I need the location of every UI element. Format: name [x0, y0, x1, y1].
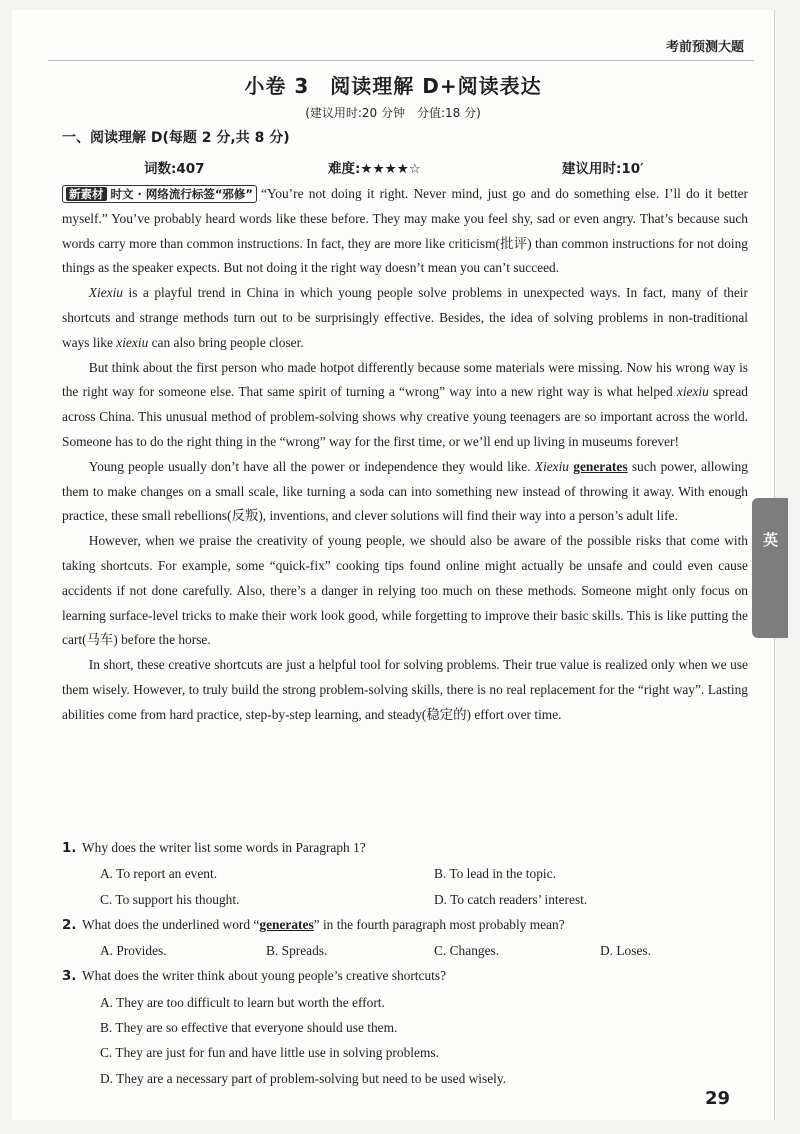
question-number: 3.	[62, 969, 77, 985]
question-stem-b: ” in the fourth paragraph most probably mean?	[313, 916, 565, 932]
term-xiexiu: Xiexiu	[88, 285, 123, 301]
question-1	[62, 835, 752, 861]
paragraph-6: In short, these creative shortcuts are just a helpful tool for solving problems. Their true value is realized only when we use them wisely. However, to truly build the strong problem-solving skills, there is no real replacement for the “right way”. Lasting abilities come from hard practice, step-by-step learning, and steady(稳定的) effort over time.	[62, 657, 748, 722]
paragraph-2	[62, 281, 748, 355]
question-1-options-row-2	[62, 887, 752, 912]
paragraph-5: However, when we praise the creativity of young people, we should also be aware of the possible risks that come with taking shortcuts. For example, some “quick-fix” cooking tips found online might actually be unsafe and could even cause accidents if not done carefully. Also, there’s a danger in relying too much on these methods. Someone might only focus on learning surface-level tricks to make their work look good, while forgetting to improve their basic skills. This is like putting the cart(马车) before the horse.	[62, 533, 748, 648]
word-count: 词数:407	[144, 161, 205, 177]
page-number: 29	[704, 1088, 730, 1109]
term-xiexiu: xiexiu	[116, 334, 149, 350]
paragraph-3-text-a: But think about the first person who made hotpot differently because some materials were missing. Now his wrong way is the right way for someone else. That same spirit of turning a “wrong” way into a new right way is what helped	[62, 359, 748, 400]
term-xiexiu: xiexiu	[676, 384, 709, 400]
option-a[interactable]: A. To report an event.	[100, 866, 218, 882]
question-stem: Why does the writer list some words in Paragraph 1?	[82, 840, 366, 855]
option-c[interactable]: C. They are just for fun and have little use in solving problems.	[100, 1045, 439, 1061]
question-number: 2.	[62, 917, 77, 933]
new-material-label: 新素材	[66, 187, 107, 201]
term-xiexiu: Xiexiu	[534, 458, 569, 474]
option-d[interactable]: D. Loses.	[600, 943, 651, 959]
questions-section	[62, 835, 752, 1091]
option-b[interactable]: B. To lead in the topic.	[434, 866, 556, 882]
header-tag: 考前预测大题	[665, 40, 744, 55]
paragraph-2-text-b: can also bring people closer.	[148, 334, 304, 350]
option-a[interactable]: A. They are too difficult to learn but worth the effort.	[100, 994, 385, 1010]
paragraph-3	[62, 356, 748, 455]
page-title: 小卷 3 阅读理解 D+阅读表达	[244, 74, 542, 98]
paragraph-2-text-a: is a playful trend in China in which young people solve problems in unexpected ways. In fact, many of their shortcuts and strange methods turn out to be surprisingly effective. Besides, the idea of solving problems in non-traditional ways like	[62, 285, 748, 350]
question-stem-a: What does the underlined word “	[82, 916, 260, 932]
option-d[interactable]: D. To catch readers’ interest.	[434, 891, 588, 907]
header-divider	[48, 60, 754, 61]
question-3	[62, 963, 752, 989]
material-badge	[62, 185, 257, 203]
topic-label: 时文 · 网络流行标签“邪修”	[110, 187, 253, 201]
option-b[interactable]: B. They are so effective that everyone should use them.	[100, 1020, 398, 1036]
option-c[interactable]: C. To support his thought.	[100, 891, 240, 907]
question-number: 1.	[62, 841, 77, 856]
paragraph-4-text-a: Young people usually don’t have all the power or independence they would like.	[88, 458, 535, 474]
side-tab	[752, 498, 788, 638]
exam-page	[12, 10, 775, 1120]
paragraph-3-text-b: spread across China. This unusual method of problem-solving shows why creative young teenagers are so important across the world. Someone has to do the right thing in the “wrong” way for the first time, or we’ll end up living in museums forever!	[62, 384, 749, 449]
option-a[interactable]: A. Provides.	[100, 943, 167, 959]
question-stem: What does the writer think about young people’s creative shortcuts?	[82, 968, 447, 984]
option-b[interactable]: B. Spreads.	[266, 943, 328, 959]
side-tab-label: 英	[761, 532, 779, 547]
suggested-time: 建议用时:10′	[562, 161, 644, 177]
page-subtitle: (建议用时:20 分钟 分值:18 分)	[305, 106, 481, 120]
question-2-options	[62, 938, 752, 963]
question-2	[62, 912, 752, 938]
difficulty-rating: 难度:★★★★☆	[328, 161, 421, 177]
paragraph-1-text: “You’re not doing it right. Never mind, just go and do something else. I’ll do it better myself.” You’ve probably heard words like these before. They may make you feel shy, sad or even angry. That’s because such words carry more than common instructions. In fact, they are more like criticism(批评) than common instructions for not doing things as the speaker expects. But not doing it the right way doesn’t mean you can’t succeed.	[62, 186, 748, 276]
underlined-word: generates	[573, 458, 628, 474]
paragraph-4	[62, 455, 748, 529]
paragraph-1	[62, 182, 748, 281]
option-d[interactable]: D. They are a necessary part of problem-solving but need to be used wisely.	[100, 1070, 507, 1086]
question-1-options-row-1	[62, 861, 752, 886]
option-c[interactable]: C. Changes.	[434, 943, 500, 959]
paragraph-4-text-b: such power, allowing them to make changes on a small scale, like turning a soda can into something new instead of throwing it away. With enough practice, these small rebellions(反叛), inventions, and clever solutions will find their way into a person’s adult life.	[62, 458, 748, 524]
underlined-word: generates	[259, 916, 314, 932]
reading-passage	[62, 182, 748, 728]
section-heading: 一、阅读理解 D(每题 2 分,共 8 分)	[62, 130, 290, 146]
